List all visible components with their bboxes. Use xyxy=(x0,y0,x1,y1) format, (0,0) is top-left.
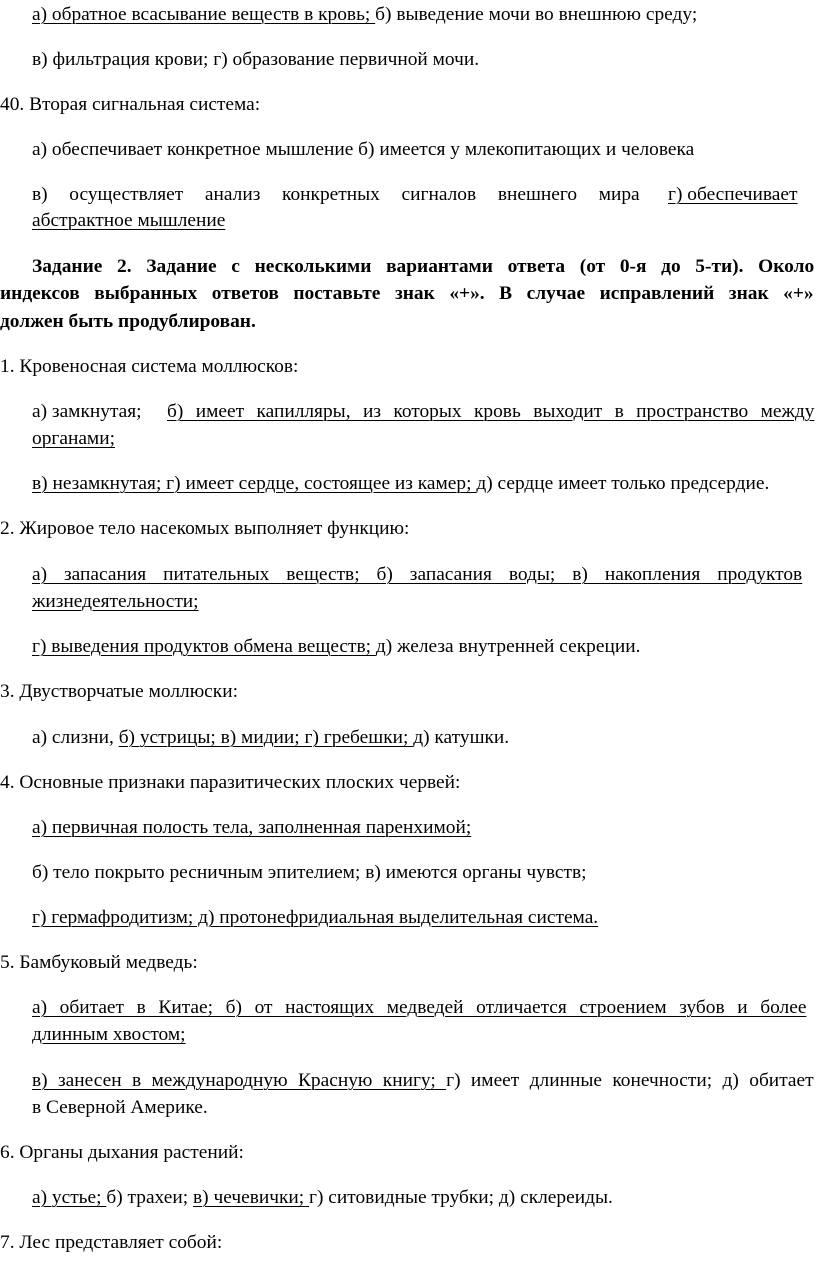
t2q1-option-a: а) замкнутая; xyxy=(32,401,142,422)
t2q4-option-line-2: б) тело покрыто ресничным эпителием; в) имеются органы чувств; xyxy=(32,862,587,883)
task2-heading-line-1: Задание 2. Задание с несколькими вариантами ответа (от 0-я до 5-ти). Около xyxy=(32,256,815,277)
t2q5-title: 5. Бамбуковый медведь: xyxy=(0,952,198,973)
q40-option-line-2 xyxy=(32,184,640,206)
t2q1-option-b: б) имеет капилляры, из которых кровь выходит в пространство между xyxy=(167,401,815,422)
q40-option-line-3: абстрактное мышление xyxy=(32,210,226,231)
t2q7-title: 7. Лес представляет собой: xyxy=(0,1232,223,1253)
t2q3-title: 3. Двустворчатые моллюски: xyxy=(0,681,238,702)
task2-heading-line-2: индексов выбранных ответов поставьте знак «+». В случае исправлений знак «+» xyxy=(0,283,814,304)
t2q2-option-line-3: г) выведения продуктов обмена веществ; д) железа внутренней секреции. xyxy=(32,636,641,657)
t2q2-title: 2. Жировое тело насекомых выполняет функцию: xyxy=(0,518,410,539)
t2q6-title: 6. Органы дыхания растений: xyxy=(0,1142,244,1163)
task2-heading-line-3: должен быть продублирован. xyxy=(0,311,256,332)
t2q5-option-line-1: а) обитает в Китае; б) от настоящих медведей отличается строением зубов и более xyxy=(32,997,807,1018)
q39-option-a: а) обратное всасывание веществ в кровь; xyxy=(32,4,376,25)
t2q1-option-b-cont: органами; xyxy=(32,428,115,449)
t2q6-option-line-1: а) устье; б) трахеи; в) чечевички; г) ситовидные трубки; д) склереиды. xyxy=(32,1187,613,1208)
t2q4-option-line-1: а) первичная полость тела, заполненная паренхимой; xyxy=(32,817,472,838)
t2q4-option-line-3: г) гермафродитизм; д) протонефридиальная выделительная система. xyxy=(32,907,599,928)
q40-option-line-1: а) обеспечивает конкретное мышление б) имеется у млекопитающих и человека xyxy=(32,139,695,160)
q40-option-d: г) обеспечивает xyxy=(668,184,798,205)
t2q4-title: 4. Основные признаки паразитических плоских червей: xyxy=(0,772,461,793)
t2q2-option-line-2: жизнедеятельности; xyxy=(32,591,199,612)
t2q1-title: 1. Кровеносная система моллюсков: xyxy=(0,356,299,377)
q40-title: 40. Вторая сигнальная система: xyxy=(0,94,261,115)
t2q2-option-line-1: а) запасания питательных веществ; б) запасания воды; в) накопления продуктов xyxy=(32,564,803,585)
q39-option-line-2: в) фильтрация крови; г) образование первичной мочи. xyxy=(32,49,480,70)
q39-option-line-1 xyxy=(32,4,697,26)
t2q3-option-line-1: а) слизни, б) устрицы; в) мидии; г) гребешки; д) катушки. xyxy=(32,727,510,748)
t2q1-option-line-3: в) незамкнутая; г) имеет сердце, состоящее из камер; д) сердце имеет только предсердие. xyxy=(32,473,770,494)
q40-option-c: в) осуществляет анализ конкретных сигналов внешнего мира xyxy=(32,184,640,205)
q39-option-b: б) выведение мочи во внешнюю среду; xyxy=(375,4,698,25)
t2q5-option-line-4: в Северной Америке. xyxy=(32,1097,208,1118)
t2q5-option-line-3: в) занесен в международную Красную книгу; г) имеет длинные конечности; д) обитает xyxy=(32,1070,814,1091)
t2q5-option-line-2: длинным хвостом; xyxy=(32,1024,186,1045)
